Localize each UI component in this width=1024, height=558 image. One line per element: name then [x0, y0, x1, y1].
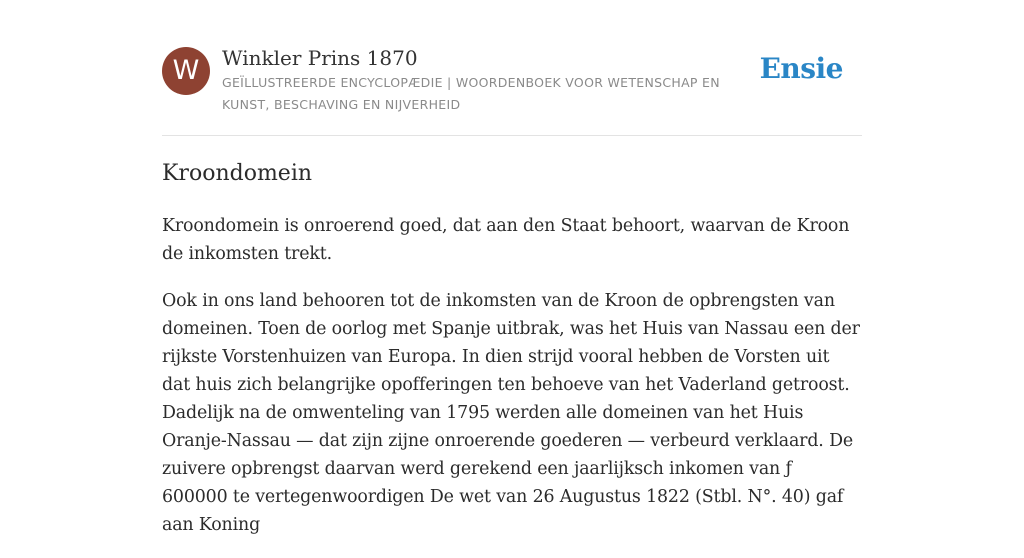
- source-avatar[interactable]: W: [162, 47, 210, 95]
- article-title: Kroondomein: [162, 161, 313, 186]
- header-divider: [162, 135, 862, 136]
- source-title[interactable]: Winkler Prins 1870: [222, 46, 418, 70]
- source-header: [162, 46, 862, 136]
- ensie-logo[interactable]: Ensie: [759, 52, 843, 85]
- article: [162, 158, 862, 558]
- article-paragraph-1: Kroondomein is onroerend goed, dat aan den Staat behoort, waarvan de Kroon de inkomsten trekt.: [162, 216, 850, 264]
- article-paragraph-2: Ook in ons land behooren tot de inkomsten van de Kroon de opbrengsten van domeinen. Toen de oorlog met Spanje uitbrak, was het Huis van Nassau een der rijkste Vorstenhuizen van Europa. In dien strijd vooral hebben de Vorsten uit dat huis zich belangrijke opofferingen ten behoeve van het Vaderland getroost. Dadelijk na de omwenteling van 1795 werden alle domeinen van het Huis Oranje-Nassau — dat zijn zijne onroerende goederen — verbeurd verklaard. De zuivere opbrengst daarvan werd gerekend een jaarlijksch inkomen van ƒ 600000 te vertegenwoordigen De wet van 26 Augustus 1822 (Stbl. N°. 40) gaf aan Koning: [162, 291, 860, 535]
- source-subtitle: GEÏLLUSTREERDE ENCYCLOPÆDIE | WOORDENBOEK VOOR WETENSCHAP EN KUNST, BESCHAVING EN NIJVERHEID: [222, 75, 720, 112]
